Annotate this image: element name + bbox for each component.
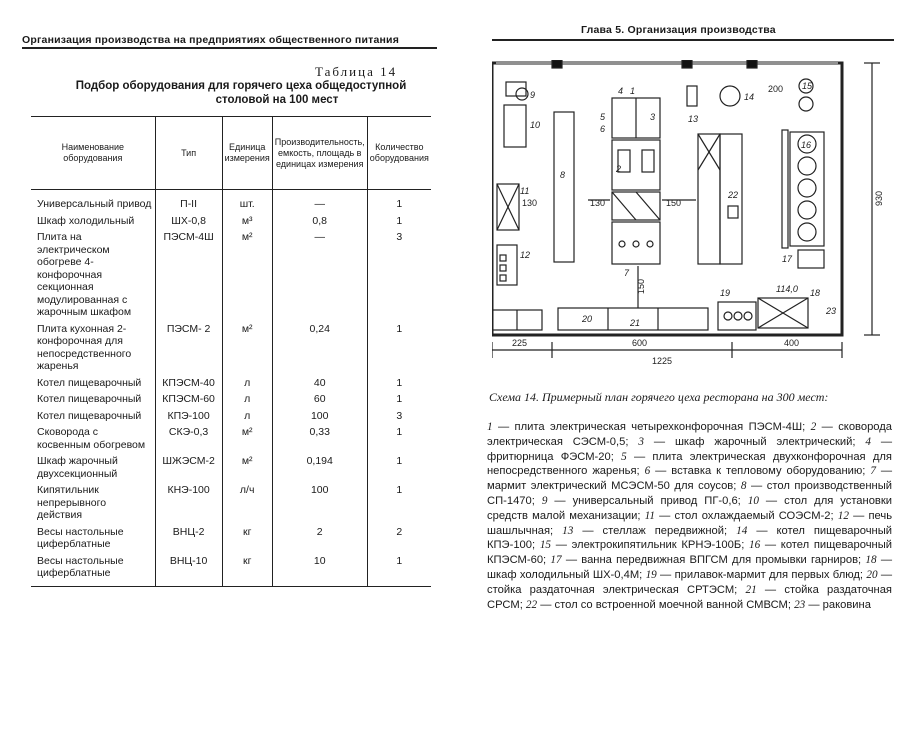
table-cell-unit: л	[222, 408, 272, 425]
spacing-label: 150	[666, 198, 682, 208]
table-cell-qty: 3	[367, 408, 431, 425]
table-cell-type: ШХ-0,8	[155, 213, 222, 230]
table-cell-capacity: —	[272, 190, 367, 213]
table-cell-capacity: 2	[272, 524, 367, 553]
legend-text: шкаф жарочный электрический;	[674, 435, 856, 448]
table-cell-capacity: 100	[272, 482, 367, 524]
table-cell-name: Котел пищеварочный	[37, 393, 142, 405]
dimension-label: 225	[512, 338, 528, 348]
legend-number: 11	[644, 509, 655, 522]
table-cell-type: СКЭ-0,3	[155, 424, 222, 453]
item-number: 19	[720, 288, 731, 298]
table-cell-capacity: 100	[272, 408, 367, 425]
table-row	[31, 553, 431, 587]
legend-text: котел пищеварочный КПЭСМ-60;	[487, 539, 893, 567]
item-number: 21	[630, 318, 641, 328]
table-cell-unit: м³	[222, 213, 272, 230]
dimension-label: 1225	[652, 356, 673, 366]
table-cell-qty: 1	[367, 453, 431, 482]
legend-text: стол охлаждаемый СОЭСМ-2;	[674, 509, 834, 522]
table-row	[31, 482, 431, 524]
table-cell-name: Котел пищеварочный	[37, 409, 142, 422]
dimension-label: 600	[632, 338, 648, 348]
legend-number: 4	[865, 435, 871, 448]
header-rule	[22, 47, 437, 49]
legend-text: стеллаж передвижной;	[602, 524, 728, 537]
item-number: 17	[782, 254, 793, 264]
item-number: 22	[728, 190, 739, 200]
table-cell-qty: 2	[367, 524, 431, 553]
table-cell-unit: м²	[222, 453, 272, 482]
item-number: 11	[520, 186, 530, 196]
legend-number: 13	[562, 524, 574, 537]
legend-number: 15	[539, 539, 551, 552]
table-number: Таблица 14	[315, 64, 398, 79]
table-cell-capacity: 40	[272, 375, 367, 392]
item-number: 23	[826, 306, 837, 316]
legend-text: универсальный привод ПГ-0,6;	[572, 494, 741, 507]
column-header: Количество оборудования	[367, 117, 431, 190]
item-number: 12	[520, 250, 531, 260]
dimension-label: 114,0	[776, 284, 798, 294]
header-rule	[492, 39, 894, 41]
legend-text: стол для установки средств малой механизации;	[487, 494, 893, 522]
legend-number: 5	[621, 450, 627, 463]
table-cell-name: Шкаф жарочный двухсекционный	[37, 455, 118, 480]
table-cell-capacity: 60	[272, 391, 367, 408]
table-cell-capacity: 0,194	[272, 453, 367, 482]
legend-number: 16	[749, 539, 761, 552]
legend-text: ванна передвижная ВПГСМ для промывки гарниров;	[581, 554, 862, 567]
table-row	[31, 424, 431, 453]
item-number: 9	[530, 90, 536, 100]
column-header: Единица измерения	[222, 117, 272, 190]
table-row	[31, 453, 431, 482]
legend-number: 20	[866, 568, 878, 581]
table-cell-unit: м²	[222, 321, 272, 375]
kettle-kpe-100	[720, 86, 740, 106]
table-cell-type: КПЭСМ-60	[155, 391, 222, 408]
table-row	[31, 190, 431, 213]
wall-column	[747, 60, 757, 68]
table-cell-name: Плита на электрическом обогреве 4-конфорочная секционная модулированная с жарочным шкафом	[37, 231, 132, 318]
dimension-label: 930	[874, 190, 884, 206]
legend-text: плита электрическая четырехконфорочная ПЭСМ-4Ш;	[514, 421, 806, 433]
table-cell-unit: кг	[222, 553, 272, 587]
table-title	[22, 79, 432, 107]
column-header: Производительность, емкость, площадь в единицах измерения	[272, 117, 367, 190]
item-number: 16	[801, 140, 812, 150]
equipment-table	[31, 116, 431, 587]
table-cell-unit: кг	[222, 524, 272, 553]
spacing-label: 200	[768, 84, 784, 94]
item-number: 15	[802, 81, 813, 91]
item-number: 18	[810, 288, 821, 298]
legend-text: шкаф холодильный ШХ-0,4М;	[487, 568, 643, 581]
table-cell-name: Весы настольные циферблатные	[37, 525, 124, 550]
table-row	[31, 408, 431, 425]
item-number: 3	[650, 112, 656, 122]
table-cell-qty: 1	[367, 375, 431, 392]
legend-number: 9	[541, 494, 548, 507]
table-row	[31, 391, 431, 408]
running-head-right: Глава 5. Организация производства	[581, 24, 776, 36]
table-header-row	[31, 117, 431, 190]
table-cell-unit: л	[222, 391, 272, 408]
table-cell-qty: 1	[367, 391, 431, 408]
table-cell-type: КПЭ-100	[155, 408, 222, 425]
figure-legend: 1 — плита электрическая четырехконфорочная ПЭСМ-4Ш; 2 — сковорода электрическая СЭСМ-0,5; 3 — шкаф жарочный электрический; 4 — фритюрница ФЭСМ-20; 5 — плита электрическая двухконфорочная для непосредственного жаренья; 6 — вставка к тепловому оборудованию; 7 — мармит электрический МСЭСМ-50 для соусов; 8 — стол производственный СП-1470; 9 — универсальный привод ПГ-0,6; 10 — стол для установки средств малой механизации; 11 — стол охлаждаемый СОЭСМ-2; 12 — печь шашлычная; 13 — стеллаж передвижной; 14 — котел пищеварочный КПЭ-100; 15 — электрокипятильник КРНЭ-100Б; 16 — котел пищеварочный КПЭСМ-60; 17 — ванна передвижная ВПГСМ для промывки гарниров; 18 — шкаф холодильный ШХ-0,4М; 19 — прилавок-мармит для первых блюд; 20 — стойка раздаточная электрическая СРТЭСМ; 21 — стойка раздаточная СРСМ; 22 — стол со встроенной моечной ванной СМВСМ; 23 — раковина	[487, 421, 893, 611]
table-row	[31, 229, 431, 321]
legend-text: фритюрница ФЭСМ-20;	[487, 450, 614, 463]
table-cell-capacity: 10	[272, 553, 367, 587]
table-row	[31, 213, 431, 230]
running-head-left: Организация производства на предприятиях общественного питания	[22, 34, 400, 46]
column-header: Тип	[155, 117, 222, 190]
left-page	[0, 0, 455, 737]
table-cell-unit: м²	[222, 424, 272, 453]
legend-number: 10	[747, 494, 759, 507]
table-cell-qty: 1	[367, 553, 431, 587]
table-cell-qty: 1	[367, 424, 431, 453]
item-number: 14	[744, 92, 755, 102]
table-cell-unit: шт.	[222, 190, 272, 213]
column-header: Наименование оборудования	[31, 117, 155, 190]
washing-bath	[798, 250, 824, 268]
table-cell-capacity: 0,24	[272, 321, 367, 375]
legend-number: 3	[638, 435, 644, 448]
table-cell-capacity: 0,33	[272, 424, 367, 453]
item-number: 7	[624, 268, 630, 278]
table-cell-type: КНЭ-100	[155, 482, 222, 524]
item-number: 13	[688, 114, 699, 124]
table-cell-qty: 1	[367, 190, 431, 213]
legend-text: печь шашлычная;	[487, 509, 893, 537]
item-number: 2	[616, 164, 622, 174]
legend-number: 18	[865, 554, 877, 567]
table-cell-name: Сковорода с косвенным обогревом	[37, 426, 146, 451]
item-number: 5	[600, 112, 606, 122]
legend-text: стойка раздаточная электрическая СРТЭСМ;	[487, 583, 738, 596]
table-cell-qty: 3	[367, 229, 431, 321]
production-table	[554, 112, 574, 262]
production-table	[698, 134, 720, 264]
table-cell-name: Универсальный привод	[37, 198, 152, 210]
legend-number: 14	[736, 524, 748, 537]
table-title-line: столовой на 100 мест	[215, 94, 339, 106]
mobile-rack	[687, 86, 697, 106]
legend-number: 19	[645, 568, 657, 581]
item-number: 10	[530, 120, 541, 130]
table-cell-name: Плита кухонная 2-конфорочная для непосредственного жаренья	[37, 322, 132, 372]
legend-number: 23	[794, 598, 806, 611]
table-cell-name: Шкаф холодильный	[37, 214, 135, 227]
item-number: 8	[560, 170, 566, 180]
table-cell-name: Котел пищеварочный	[37, 376, 142, 389]
mechanization-table	[504, 105, 526, 147]
spacing-label: 130	[522, 198, 538, 208]
legend-text: электрокипятильник КРНЭ-100Б;	[571, 539, 745, 552]
legend-number: 21	[745, 583, 757, 596]
legend-number: 1	[487, 421, 493, 433]
table-cell-capacity: 0,8	[272, 213, 367, 230]
table-row	[31, 524, 431, 553]
table-cell-qty: 1	[367, 213, 431, 230]
table-cell-type: ВНЦ-2	[155, 524, 222, 553]
stove-inserts	[612, 192, 660, 220]
table-row	[31, 375, 431, 392]
spacing-label: 130	[590, 198, 606, 208]
legend-text: стол со встроенной моечной ванной СМВСМ;	[554, 598, 791, 611]
table-row	[31, 321, 431, 375]
item-number: 20	[582, 314, 593, 324]
legend-number: 6	[644, 465, 651, 478]
legend-number: 17	[550, 554, 562, 567]
table-cell-unit: л/ч	[222, 482, 272, 524]
legend-text: прилавок-мармит для первых блюд;	[674, 568, 864, 581]
right-page	[456, 0, 911, 737]
table-cell-name: Кипятильник непрерывного действия	[37, 484, 107, 521]
water-boiler	[799, 97, 813, 111]
wall-column	[682, 60, 692, 68]
figure-caption: Схема 14. Примерный план горячего цеха ресторана на 300 мест:	[489, 390, 829, 404]
legend-number: 7	[870, 465, 876, 478]
spacing-label: 150	[636, 278, 646, 294]
table-cell-type: ПЭСМ- 2	[155, 321, 222, 375]
table-cell-unit: л	[222, 375, 272, 392]
legend-text: вставка к тепловому оборудованию;	[671, 465, 866, 478]
table-cell-type: П-II	[155, 190, 222, 213]
legend-number: 8	[740, 480, 747, 493]
legend-text: сковорода электрическая СЭСМ-0,5;	[487, 421, 893, 448]
legend-text: котел пищеварочный КПЭ-100;	[487, 524, 893, 552]
legend-text: плита электрическая двухконфорочная для непосредственного жаренья;	[487, 450, 892, 478]
table-cell-unit: м²	[222, 229, 272, 321]
legend-text: стойка раздаточная СРСМ;	[487, 583, 892, 611]
legend-text: раковина	[822, 598, 871, 611]
kitchen-floor-plan	[492, 60, 892, 370]
table-cell-type: ВНЦ-10	[155, 553, 222, 587]
table-cell-type: ПЭСМ-4Ш	[155, 229, 222, 321]
item-number: 4	[618, 86, 624, 96]
wall-column	[552, 60, 562, 68]
legend-number: 22	[525, 598, 538, 611]
table-cell-qty: 1	[367, 321, 431, 375]
table-title-line: Подбор оборудования для горячего цеха общедоступной	[75, 80, 407, 92]
legend-text: мармит электрический МСЭСМ-50 для соусов;	[487, 480, 737, 493]
table-cell-type: ШЖЭСМ-2	[155, 453, 222, 482]
table-cell-qty: 1	[367, 482, 431, 524]
legend-number: 2	[810, 421, 817, 433]
table-cell-name: Весы настольные циферблатные	[31, 553, 155, 587]
table-cell-type: КПЭСМ-40	[155, 375, 222, 392]
legend-number: 12	[837, 509, 849, 522]
legend-text: стол производственный СП-1470;	[487, 480, 893, 507]
table-cell-capacity: —	[272, 229, 367, 321]
item-number: 1	[630, 86, 636, 96]
item-number: 6	[600, 124, 606, 134]
dimension-label: 400	[784, 338, 800, 348]
